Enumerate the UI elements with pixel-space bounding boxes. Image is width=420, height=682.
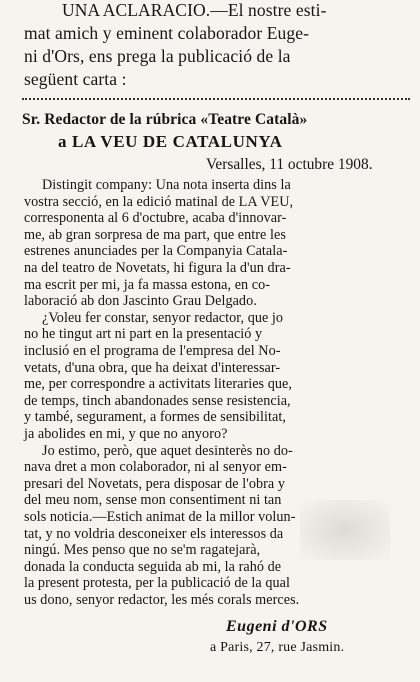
body-line-2: vostra secció, en la edició matinal de LA VEU,	[24, 193, 294, 210]
body-line-22: tat, y no voldria desconeixer els interessos da	[24, 525, 284, 542]
body-line-10: no he tingut art ni part en la presentació y	[24, 326, 263, 343]
intro-line-1: UNA ACLARACIO.—El nostre esti-	[62, 0, 327, 20]
body-line-25: la present protesta, per la publicació de la qual	[24, 575, 290, 592]
letter-date: Versalles, 11 octubre 1908.	[206, 156, 373, 173]
intro-line-4: següent carta :	[24, 69, 127, 89]
print-smudge	[300, 500, 390, 560]
body-line-8: laboració ab don Jascinto Grau Delgado.	[24, 293, 257, 310]
body-line-16: ja abolides en mi, y que no anyoro?	[24, 426, 228, 442]
body-line-9: ¿Voleu fer constar, senyor redactor, que jo	[42, 309, 284, 326]
body-line-21: sols noticia.—Estich animat de la millor volun-	[24, 509, 296, 525]
body-line-12: vetats, d'una obra, que ha deixat d'interessar-	[24, 359, 281, 376]
body-line-7: ma escrit per mi, ja fa massa estona, en co-	[24, 276, 271, 293]
separator-rule	[22, 98, 410, 100]
letter-heading-line-2: a LA VEU DE CATALUNYA	[58, 132, 283, 151]
intro-line-2: mat amich y eminent colaborador Euge-	[24, 23, 310, 43]
body-line-11: inclusió en el programa de l'empresa del No-	[24, 343, 281, 359]
body-line-14: de temps, tinch abandonades sense resistencia,	[24, 392, 291, 409]
body-line-4: me, ab gran sorpresa de ma part, que entre les	[24, 226, 286, 243]
body-line-20: del meu nom, sense mon consentiment ni tan	[24, 492, 282, 509]
intro-line-3: ni d'Ors, ens prega la publicació de la	[24, 46, 291, 66]
body-line-26: us dono, senyor redactor, les més corals merces.	[24, 592, 300, 608]
signature-address: a Paris, 27, rue Jasmin.	[210, 640, 345, 655]
body-line-24: donada la conducta seguida ab mi, la rahó de	[24, 558, 282, 575]
letter-heading-line-1: Sr. Redactor de la rúbrica «Teatre Català»	[22, 111, 308, 128]
body-line-23: ningú. Mes penso que no se'm ragatejarà,	[24, 542, 261, 559]
body-line-3: corresponenta al 6 d'octubre, acaba d'innovar-	[24, 210, 287, 227]
body-line-13: me, per correspondre a activitats literaries que,	[24, 376, 292, 393]
body-line-15: y també, segurament, a formes de sensibilitat,	[24, 409, 286, 426]
body-line-19: presari del Novetats, pera disposar de l'obra y	[24, 475, 285, 492]
body-line-1: Distingit company: Una nota inserta dins la	[42, 177, 291, 193]
body-line-5: estrenes anunciades per la Companyia Catala-	[24, 243, 288, 260]
body-line-17: Jo estimo, però, que aquet desinterès no do-	[42, 442, 293, 459]
body-line-18: nava dret a mon colaborador, ni al senyor em-	[24, 459, 287, 476]
signature-name: Eugeni d'ORS	[226, 618, 328, 635]
body-line-6: na del teatro de Novetats, hi figura la d'un dra-	[24, 260, 291, 276]
